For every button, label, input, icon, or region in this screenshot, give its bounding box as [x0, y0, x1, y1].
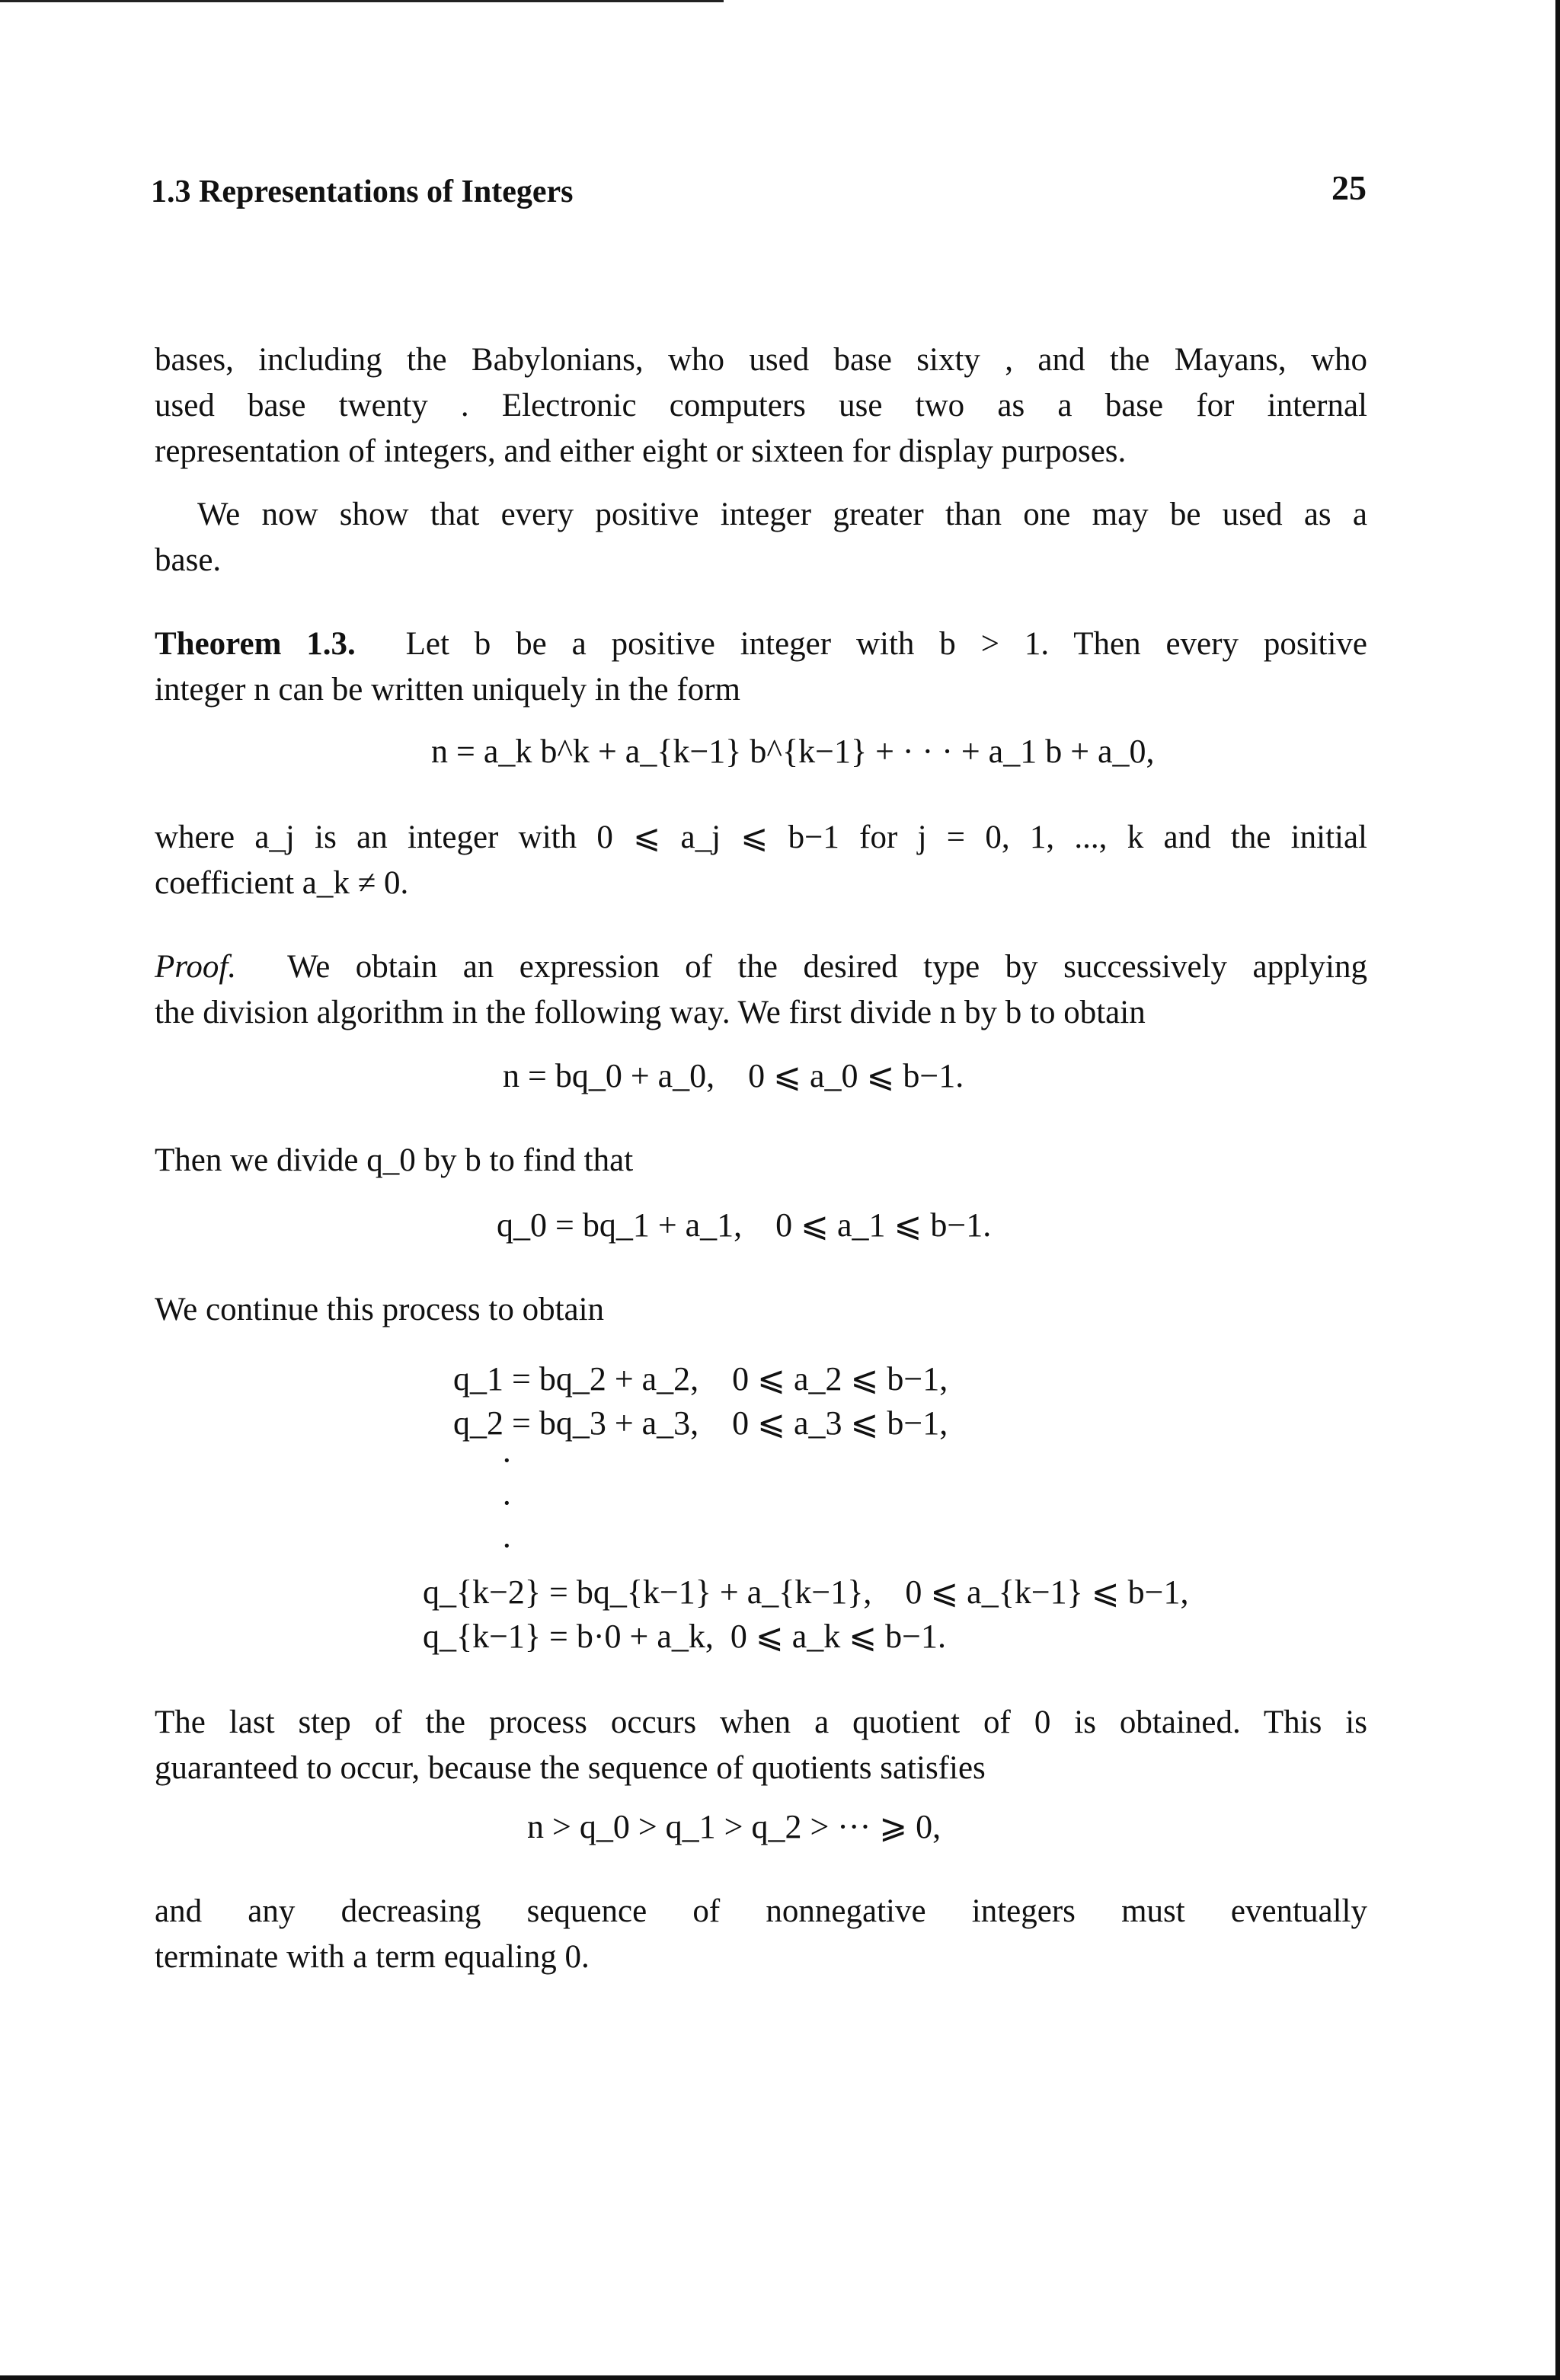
- equation-q1: q_1 = bq_2 + a_2, 0 ⩽ a_2 ⩽ b−1,: [453, 1360, 948, 1398]
- equation-qk-1: q_{k−1} = b·0 + a_k, 0 ⩽ a_k ⩽ b−1.: [423, 1618, 946, 1655]
- proof-line: Then we divide q_0 by b to find that: [155, 1142, 634, 1178]
- equation-q0: q_0 = bq_1 + a_1, 0 ⩽ a_1 ⩽ b−1.: [497, 1206, 992, 1244]
- theorem-line: [155, 621, 1367, 667]
- theorem-line: coefficient a_k ≠ 0.: [155, 865, 409, 901]
- text-line: representation of integers, and either eight or sixteen for display purposes.: [155, 433, 1127, 469]
- ellipsis-dot: ·: [501, 1484, 513, 1522]
- inequality-chain: n > q_0 > q_1 > q_2 > ··· ⩾ 0,: [527, 1808, 941, 1845]
- proof-last-step: [155, 1700, 1367, 1791]
- text-line: used base twenty . Electronic computers use two as a base for internal: [155, 388, 1367, 423]
- proof-line: The last step of the process occurs when a quotient of 0 is obtained. This is: [155, 1704, 1367, 1740]
- proof-label: Proof.: [155, 949, 237, 985]
- text-line: base.: [155, 542, 222, 578]
- theorem-text: Let b be a positive integer with b > 1. Then every positive: [405, 626, 1368, 662]
- proof-line: and any decreasing sequence of nonnegative integers must eventually: [155, 1893, 1367, 1929]
- running-head: [151, 168, 1367, 219]
- equation-n: n = bq_0 + a_0, 0 ⩽ a_0 ⩽ b−1.: [503, 1057, 964, 1094]
- proof-line: [155, 944, 1367, 990]
- proof-continue: [155, 1287, 1367, 1333]
- section-title: 1.3 Representations of Integers: [151, 174, 574, 209]
- theorem-formula: n = a_k b^k + a_{k−1} b^{k−1} + · · · + a_1 b + a_0,: [431, 733, 1155, 770]
- page-number: 25: [1331, 168, 1367, 207]
- proof-intro: [155, 944, 1367, 1036]
- equation-qk-2: q_{k−2} = bq_{k−1} + a_{k−1}, 0 ⩽ a_{k−1} ⩽ b−1,: [423, 1573, 1189, 1611]
- equation-q2: q_2 = bq_3 + a_3, 0 ⩽ a_3 ⩽ b−1,: [453, 1404, 948, 1442]
- proof-conclusion: [155, 1889, 1367, 1980]
- proof-text: We obtain an expression of the desired type by successively applying: [287, 949, 1367, 985]
- ellipsis-dot: ·: [501, 1442, 513, 1479]
- proof-line: We continue this process to obtain: [155, 1292, 605, 1327]
- scan-top-edge: [0, 0, 724, 2]
- theorem-label: Theorem 1.3.: [155, 626, 356, 662]
- scan-right-edge: [1555, 0, 1560, 2380]
- theorem-statement: [155, 621, 1367, 713]
- theorem-line: integer n can be written uniquely in the form: [155, 672, 740, 708]
- ellipsis-dot: ·: [501, 1527, 513, 1564]
- proof-then: [155, 1138, 1367, 1184]
- text-line: We now show that every positive integer greater than one may be used as a: [197, 497, 1367, 532]
- scan-bottom-edge: [0, 2375, 1560, 2380]
- paragraph-base-claim: [155, 492, 1367, 583]
- theorem-line: where a_j is an integer with 0 ⩽ a_j ⩽ b−1 for j = 0, 1, ..., k and the initial: [155, 819, 1367, 855]
- paragraph-bases: [155, 337, 1367, 474]
- proof-line: guaranteed to occur, because the sequence of quotients satisfies: [155, 1750, 986, 1786]
- proof-line: terminate with a term equaling 0.: [155, 1939, 590, 1975]
- text-line: bases, including the Babylonians, who used base sixty , and the Mayans, who: [155, 342, 1367, 378]
- theorem-conditions: [155, 815, 1367, 906]
- proof-line: the division algorithm in the following way. We first divide n by b to obtain: [155, 995, 1146, 1030]
